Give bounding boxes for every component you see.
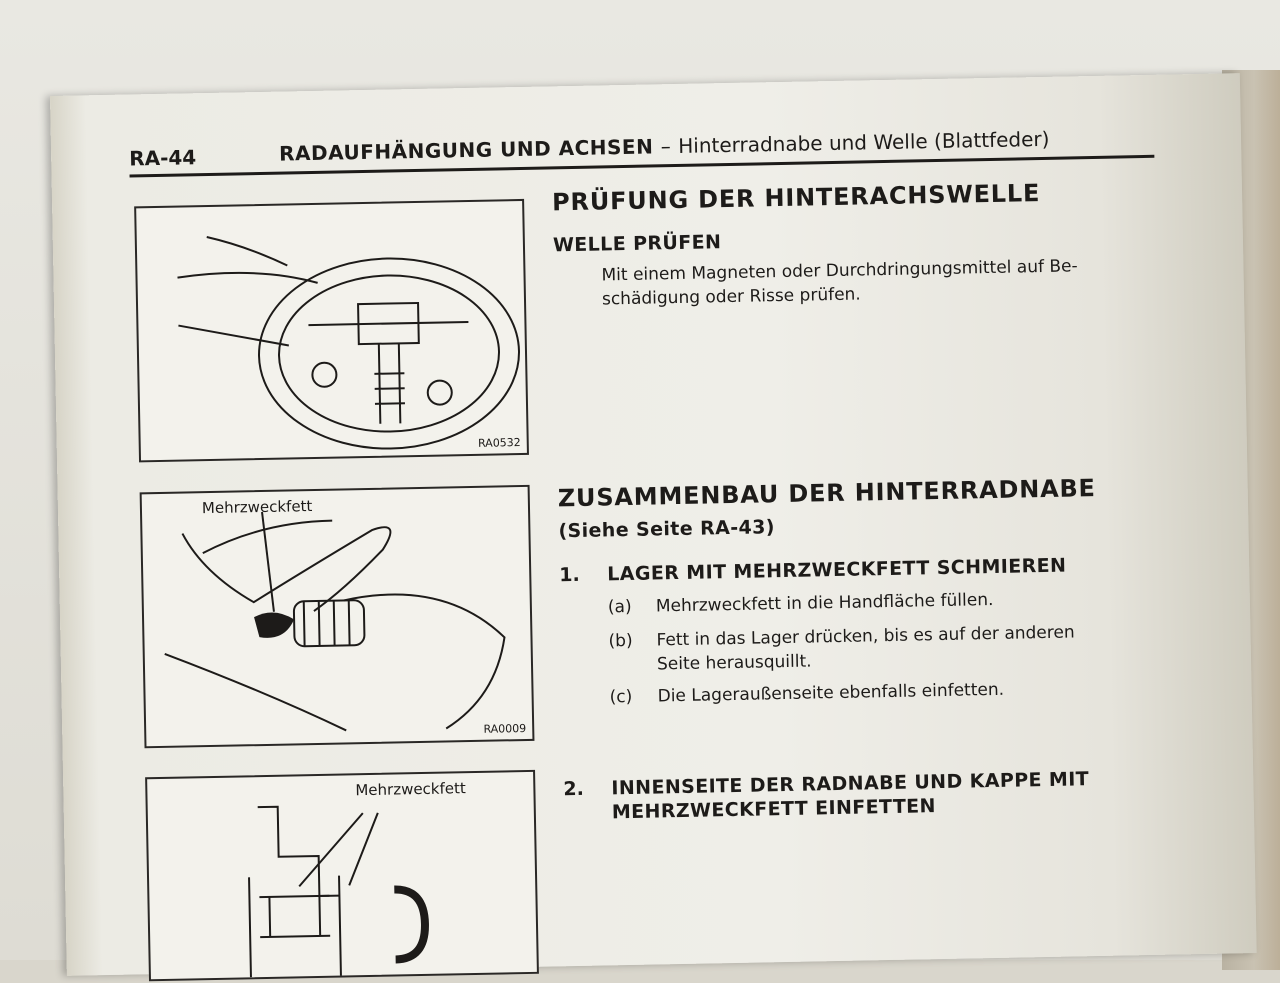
sub-item-text: Fett in das Lager drücken, bis es auf der anderen	[656, 622, 1075, 651]
page-number: RA-44	[128, 145, 197, 171]
page-reference: (Siehe Seite RA-43)	[558, 516, 776, 543]
figure-axle-shaft	[134, 199, 529, 462]
figure-bearing-grease	[140, 485, 535, 748]
header-separator: –	[660, 134, 671, 159]
section-title-shaft-check: PRÜFUNG DER HINTERACHSWELLE	[551, 179, 1041, 217]
step-title-line2: MEHRZWECKFETT EINFETTEN	[611, 795, 937, 824]
sub-item-label: (b)	[608, 630, 633, 652]
sub-item-label: (c)	[609, 686, 633, 708]
header-section: Hinterradnabe und Welle (Blattfeder)	[678, 126, 1050, 158]
axle-illustration	[136, 201, 527, 460]
step-title: LAGER MIT MEHRZWECKFETT SCHMIEREN	[607, 554, 1067, 586]
page-header	[129, 121, 1155, 178]
step-title-line1: INNENSEITE DER RADNABE UND KAPPE MIT	[611, 768, 1090, 800]
sub-item-label: (a)	[607, 596, 632, 618]
figure-hub-grease	[145, 770, 539, 981]
figure-code: RA0532	[477, 436, 521, 450]
section-title-hub-assembly: ZUSAMMENBAU DER HINTERRADNABE	[557, 473, 1096, 513]
header-chapter: RADAUFHÄNGUNG UND ACHSEN	[278, 134, 654, 166]
step-number: 2.	[563, 777, 585, 801]
sub-item-text: Seite herausquillt.	[656, 651, 812, 675]
figure-code: RA0009	[483, 721, 527, 736]
step-number: 1.	[559, 563, 580, 587]
check-instruction-line1: Mit einem Magneten oder Durchdringungsmittel auf Be-	[601, 256, 1078, 286]
hand-bearing-illustration	[142, 487, 533, 746]
figure-label: Mehrzweckfett	[201, 497, 313, 518]
figure-label: Mehrzweckfett	[355, 779, 466, 800]
hub-section-illustration	[147, 772, 537, 979]
sub-item-text: Mehrzweckfett in die Handfläche füllen.	[655, 589, 994, 617]
sub-item-text: Die Lageraußenseite ebenfalls einfetten.	[657, 679, 1005, 707]
manual-page	[50, 73, 1257, 976]
subsection-title-check-shaft: WELLE PRÜFEN	[552, 231, 722, 257]
header-title	[279, 127, 1050, 166]
check-instruction-line2: schädigung oder Risse prüfen.	[601, 284, 861, 310]
